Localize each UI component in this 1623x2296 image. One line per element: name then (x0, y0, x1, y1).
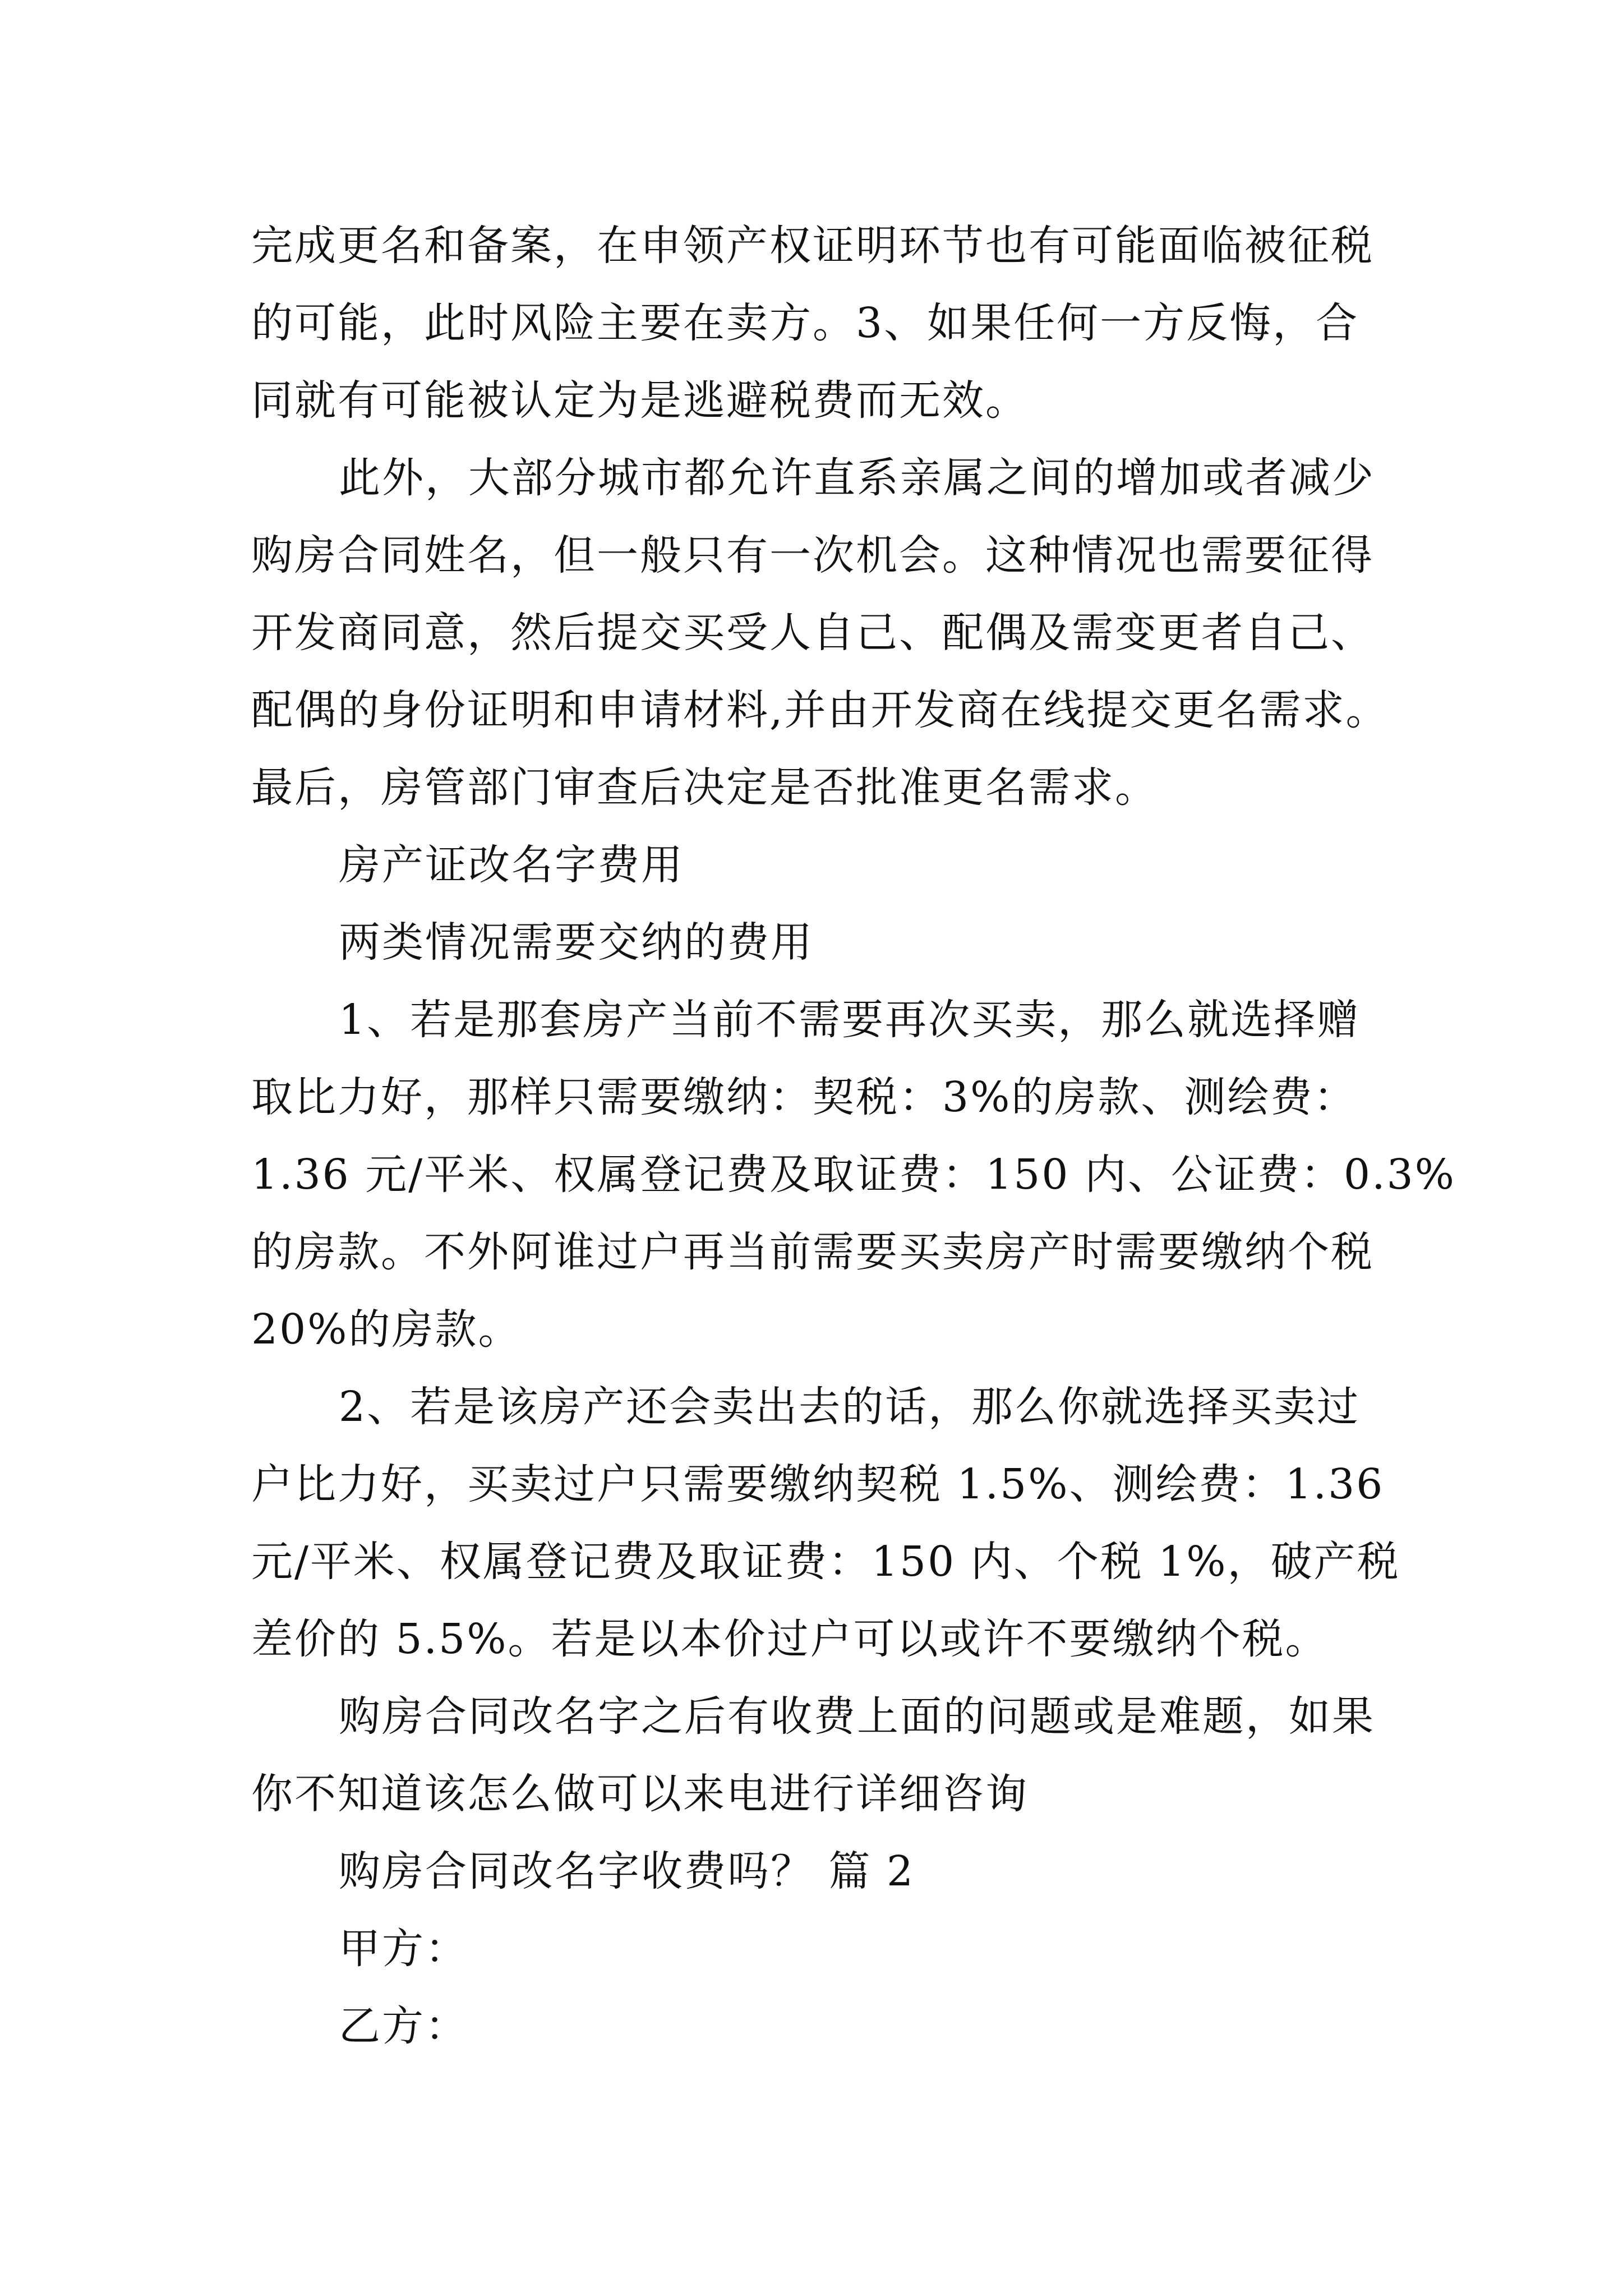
text-line: 最后，房管部门审查后决定是否批准更名需求。 (251, 763, 1158, 812)
paragraph-start-line: 购房合同改名字之后有收费上面的问题或是难题，如果 (339, 1692, 1375, 1741)
text-line: 差价的 5.5%。若是以本价过户可以或许不要缴纳个税。 (251, 1615, 1329, 1663)
text-line: 取比力好，那样只需要缴纳：契税：3%的房款、测绘费： (251, 1073, 1357, 1121)
article-title: 购房合同改名字收费吗？ 篇 2 (339, 1847, 915, 1895)
text-line: 完成更名和备案，在申领产权证明环节也有可能面临被征税 (251, 222, 1374, 270)
section-subheading: 两类情况需要交纳的费用 (339, 918, 814, 967)
text-line: 开发商同意，然后提交买受人自己、配偶及需变更者自己、 (251, 609, 1374, 657)
text-line: 元/平米、权属登记费及取证费：150 内、个税 1%，破产税 (251, 1538, 1400, 1586)
paragraph-start-line: 1、若是那套房产当前不需要再次买卖，那么就选择赠 (339, 996, 1361, 1044)
party-a-label: 甲方： (339, 1925, 468, 1973)
text-line: 的房款。不外阿谁过户再当前需要买卖房产时需要缴纳个税 (251, 1228, 1374, 1276)
text-line: 20%的房款。 (251, 1305, 522, 1354)
text-line: 同就有可能被认定为是逃避税费而无效。 (251, 376, 1029, 425)
section-heading: 房产证改名字费用 (339, 841, 684, 889)
paragraph-start-line: 此外，大部分城市都允许直系亲属之间的增加或者减少 (339, 454, 1375, 502)
party-b-label: 乙方： (339, 2002, 468, 2050)
text-line: 配偶的身份证明和申请材料,并由开发商在线提交更名需求。 (251, 686, 1389, 734)
text-line: 1.36 元/平米、权属登记费及取证费：150 内、公证费：0.3% (251, 1151, 1456, 1199)
text-line: 户比力好，买卖过户只需要缴纳契税 1.5%、测绘费：1.36 (251, 1460, 1385, 1508)
paragraph-start-line: 2、若是该房产还会卖出去的话，那么你就选择买卖过 (339, 1383, 1361, 1431)
text-line: 你不知道该怎么做可以来电进行详细咨询 (251, 1770, 1029, 1818)
text-line: 的可能，此时风险主要在卖方。3、如果任何一方反悔，合 (251, 299, 1359, 347)
text-line: 购房合同姓名，但一般只有一次机会。这种情况也需要征得 (251, 531, 1374, 579)
